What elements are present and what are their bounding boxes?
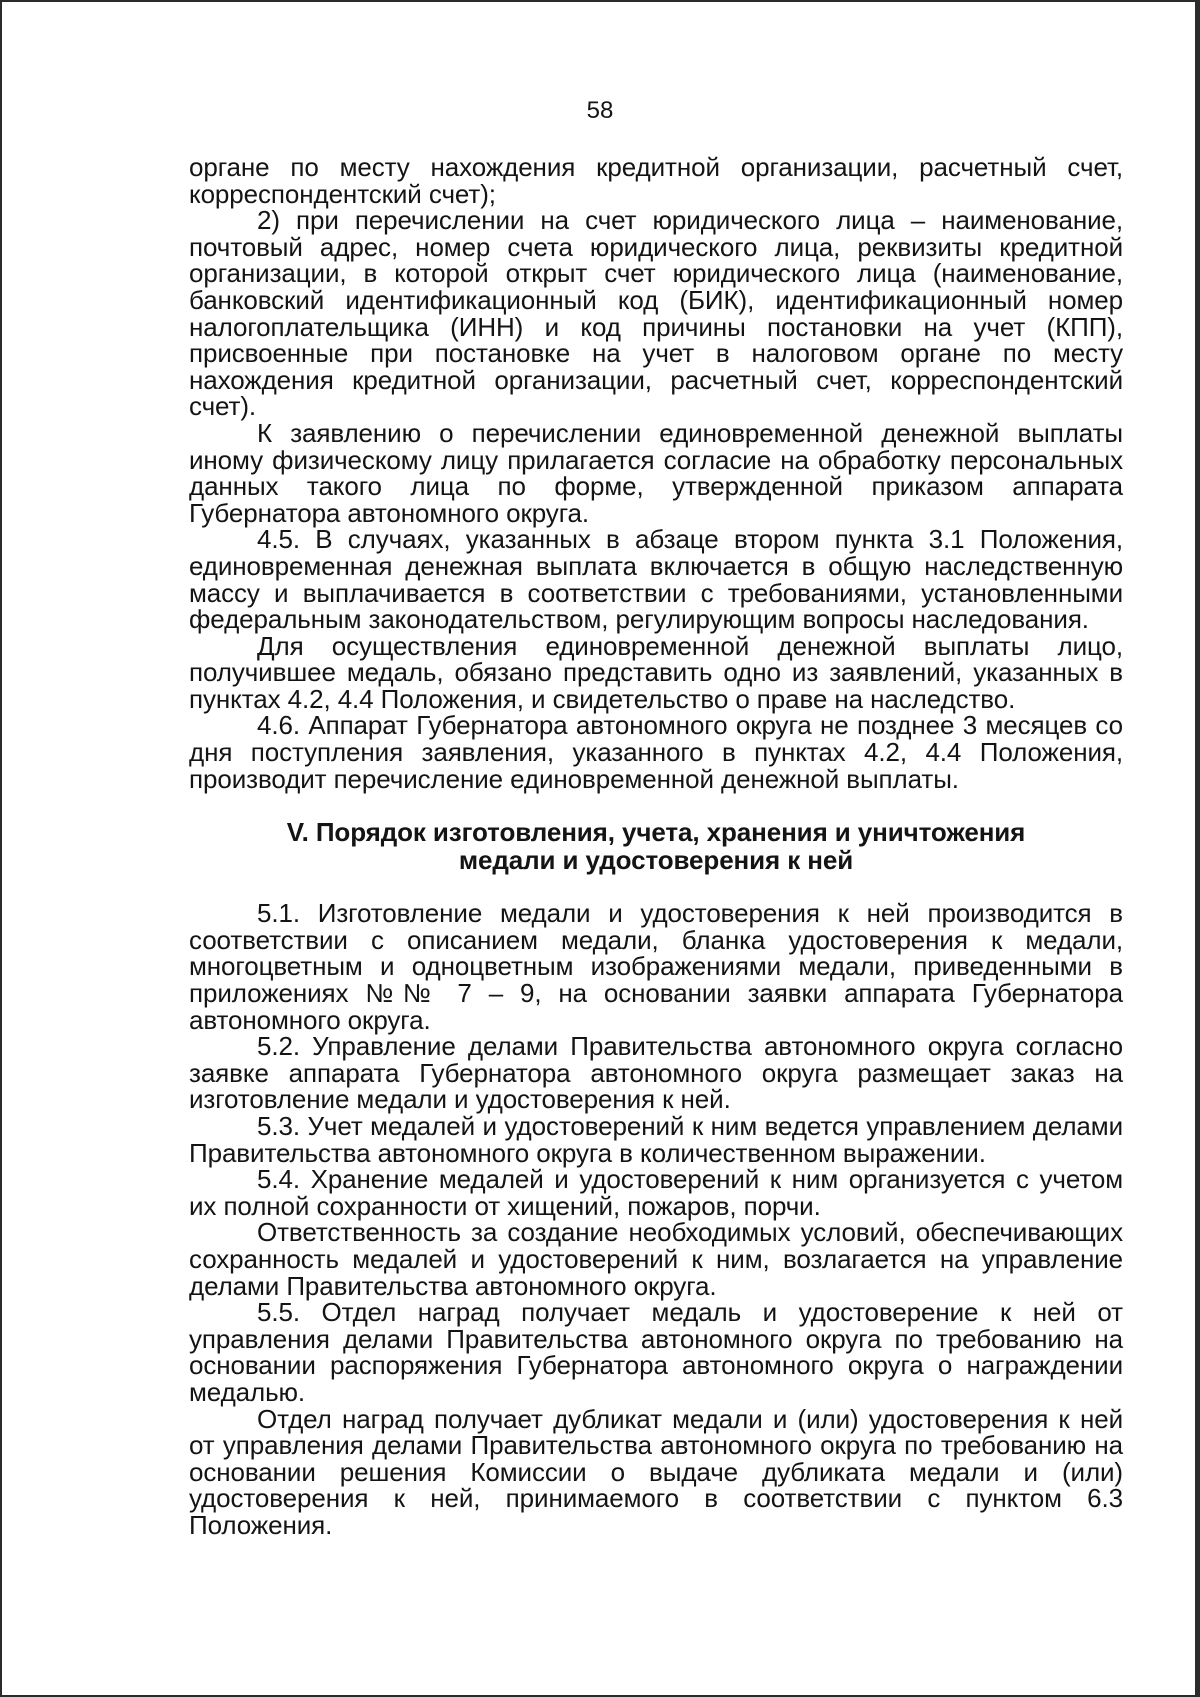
paragraph: Отдел наград получает дубликат медали и (или) удостоверения к ней от управления делами Правительства автономного округа по требованию на основании решения Комиссии о выдаче дубликата медали и (или) удостоверения к ней, принимаемого в соответствии с пунктом 6.3 Положения. [189,1403,1123,1540]
page-number: 58 [586,97,614,124]
paragraph: К заявлению о перечислении единовременной денежной выплаты иному физическому лицу прилагается согласие на обработку персональных данных такого лица по форме, утвержденной приказом аппарата Губернатора автономного округа. [189,417,1123,528]
section-heading-line: медали и удостоверения к ней [458,845,854,876]
document-body [189,154,1123,1539]
paragraph: 5.4. Хранение медалей и удостоверений к ним организуется с учетом их полной сохранности от хищений, пожаров, порчи. [189,1164,1123,1221]
paragraph: 5.5. Отдел наград получает медаль и удостоверение к ней от управления делами Правительства автономного округа по требованию на основании распоряжения Губернатора автономного округа о награждении медалью. [189,1297,1123,1407]
paragraph: 4.6. Аппарат Губернатора автономного округа не позднее 3 месяцев со дня поступления заявления, указанного в пунктах 4.2, 4.4 Положения, производит перечисление единовременной денежной выплаты. [189,710,1123,794]
section-heading-line: V. Порядок изготовления, учета, хранения и уничтожения [286,817,1026,848]
paragraph: 5.1. Изготовление медали и удостоверения к ней производится в соответствии с описанием медали, бланка удостоверения к медали, многоцветным и одноцветным изображениями медали, приведенными в приложениях №№ 7 – 9, на основании заявки аппарата Губернатора автономного округа. [189,898,1123,1035]
paragraph: Для осуществления единовременной денежной выплаты лицо, получившее медаль, обязано представить одно из заявлений, указанных в пунктах 4.2, 4.4 Положения, и свидетельство о праве на наследство. [189,630,1123,714]
paragraph: 4.5. В случаях, указанных в абзаце втором пункта 3.1 Положения, единовременная денежная выплата включается в общую наследственную массу и выплачивается в соответствии с требованиями, установленными федеральным законодательством, регулирующим вопросы наследования. [189,524,1123,635]
section-heading [189,818,1123,874]
paragraph: 5.3. Учет медалей и удостоверений к ним ведется управлением делами Правительства автономного округа в количественном выражении. [189,1111,1123,1168]
paragraph: Ответственность за создание необходимых условий, обеспечивающих сохранность медалей и удостоверений к ним, возлагается на управление делами Правительства автономного округа. [189,1217,1123,1301]
paragraphs-after-section [189,900,1123,1538]
paragraph: 5.2. Управление делами Правительства автономного округа согласно заявке аппарата Губернатора автономного округа размещает заказ на изготовление медали и удостоверения к ней. [189,1031,1123,1115]
paragraph: органе по месту нахождения кредитной организации, расчетный счет, корреспондентский счет); [189,152,1123,209]
paragraphs-before-section [189,154,1123,792]
paragraph: 2) при перечислении на счет юридического лица – наименование, почтовый адрес, номер счета юридического лица, реквизиты кредитной организации, в которой открыт счет юридического лица (наименование, банковский идентификационный код (БИК), идентификационный номер налогоплательщика (ИНН) и код причины постановки на учет (КПП), присвоенные при постановке на учет в налоговом органе по месту нахождения кредитной организации, расчетный счет, корреспондентский счет). [189,205,1123,422]
